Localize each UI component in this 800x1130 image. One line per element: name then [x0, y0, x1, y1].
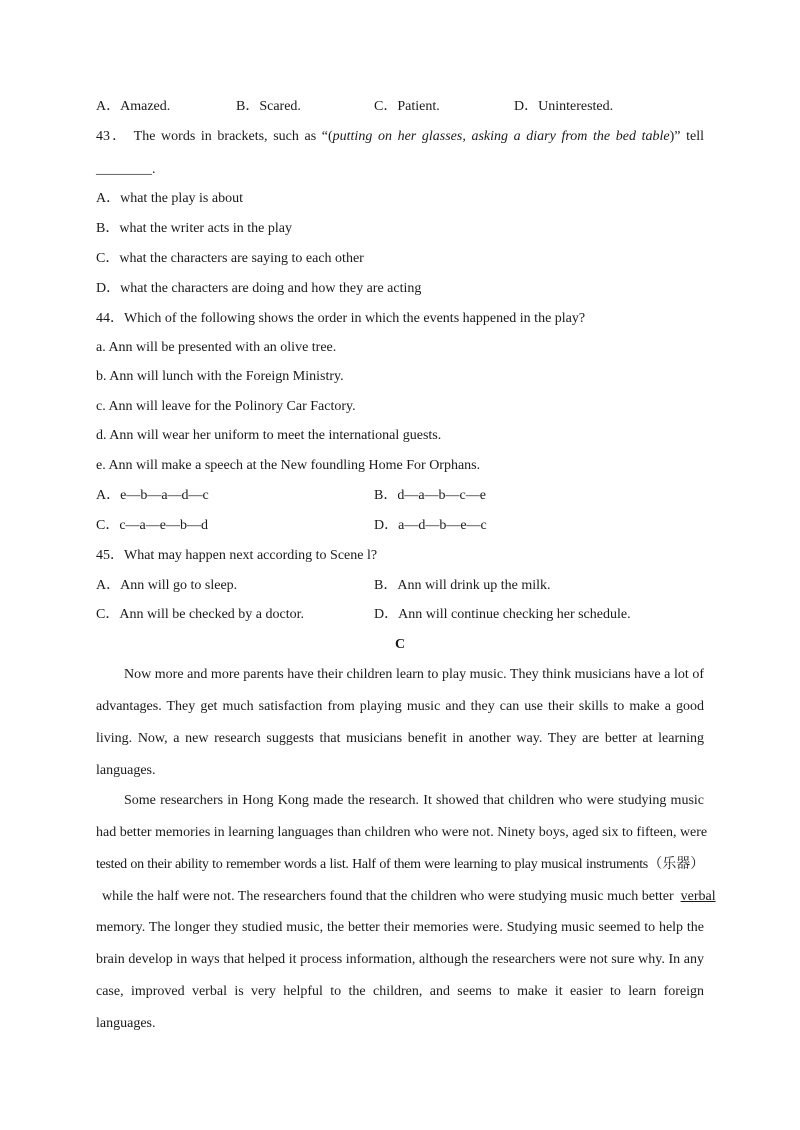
q43-option-b: B．what the writer acts in the play: [96, 221, 292, 236]
q43-option-c: C．what the characters are saying to each other: [96, 251, 364, 266]
p2-line-3: tested on their ability to remember words a list. Half of them were learning to play musical instruments（乐器）: [96, 857, 704, 872]
q44-event-c: c. Ann will leave for the Polinory Car Factory.: [96, 399, 356, 414]
p2-line-6: brain develop in ways that helped it process information, although the researchers were not sure why. In any: [96, 952, 704, 967]
p1-line-4: languages.: [96, 763, 156, 778]
q42-option-a: A．Amazed.: [96, 99, 171, 114]
q44-option-c: C．c—a—e—b—d: [96, 518, 208, 533]
q43-stem-start: 43． The words in brackets, such as “(: [96, 129, 333, 144]
q44-event-b: b. Ann will lunch with the Foreign Ministry.: [96, 369, 344, 384]
q44-stem: 44．Which of the following shows the order in which the events happened in the play?: [96, 311, 586, 326]
q45-option-d: D．Ann will continue checking her schedule.: [374, 607, 631, 622]
q44-option-b: B．d—a—b—c—e: [374, 488, 486, 503]
q45-option-c: C．Ann will be checked by a doctor.: [96, 607, 305, 622]
q42-option-d: D．Uninterested.: [514, 99, 614, 114]
p1-line-3: living. Now, a new research suggests that musicians benefit in another way. They are better at learning: [96, 731, 704, 746]
p2-line-4-text: while the half were not. The researchers found that the children who were studying music much better: [102, 889, 674, 904]
p2-line-2: had better memories in learning languages than children who were not. Ninety boys, aged six to fifteen, were: [96, 825, 708, 840]
q45-option-b: B．Ann will drink up the milk.: [374, 578, 551, 593]
q43-stem-end: )” tell: [669, 129, 705, 144]
p1-line-2: advantages. They get much satisfaction from playing music and they can use their skills to make a good: [96, 699, 704, 714]
q44-event-e: e. Ann will make a speech at the New foundling Home For Orphans.: [96, 458, 481, 473]
p2-line-1: Some researchers in Hong Kong made the research. It showed that children who were studying music: [124, 793, 704, 808]
section-heading: C: [394, 637, 406, 652]
p2-line-8: languages.: [96, 1016, 156, 1031]
q45-option-a: A．Ann will go to sleep.: [96, 578, 238, 593]
q44-option-d: D．a—d—b—e—c: [374, 518, 487, 533]
q44-event-a: a. Ann will be presented with an olive tree.: [96, 340, 337, 355]
q43-blank: ________.: [96, 162, 156, 177]
q42-option-b: B．Scared.: [236, 99, 301, 114]
q43-stem: [96, 127, 704, 147]
p2-line-5: memory. The longer they studied music, the better their memories were. Studying music seemed to help the: [96, 920, 704, 935]
p2-line-4: [102, 887, 716, 907]
q43-option-d: D．what the characters are doing and how they are acting: [96, 281, 422, 296]
q44-option-a: A．e—b—a—d—c: [96, 488, 209, 503]
q43-option-a: A．what the play is about: [96, 191, 243, 206]
q42-option-c: C．Patient.: [374, 99, 440, 114]
q44-event-d: d. Ann will wear her uniform to meet the international guests.: [96, 428, 442, 443]
q43-stem-italic: putting on her glasses, asking a diary from the bed table: [332, 129, 670, 144]
underlined-word-verbal: verbal: [680, 889, 716, 904]
p1-line-1: Now more and more parents have their children learn to play music. They think musicians have a lot of: [124, 667, 704, 682]
q45-stem: 45．What may happen next according to Scene l?: [96, 548, 378, 563]
p2-line-7: case, improved verbal is very helpful to the children, and seems to make it easier to learn foreign: [96, 984, 704, 999]
